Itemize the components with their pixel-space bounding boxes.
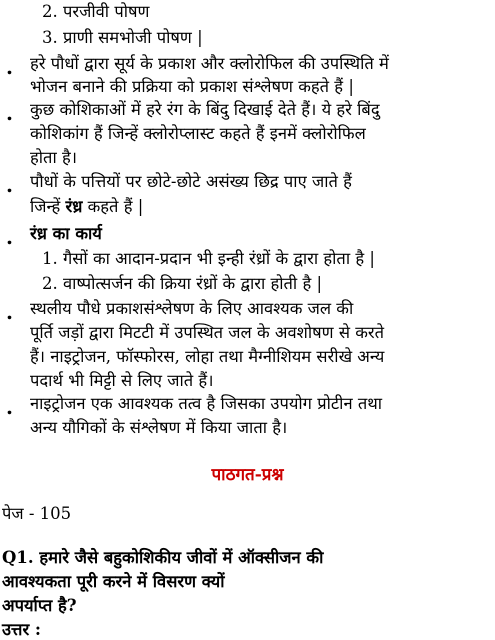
paragraph-line: अन्य यौगिकों के संश्लेषण में किया जाता है। [30, 418, 288, 437]
paragraph-line: कुछ कोशिकाओं में हरे रंग के बिंदु दिखाई देते हैं। ये हरे बिंदु [30, 100, 380, 119]
paragraph-line: कोशिकांग हैं जिन्हें क्लोरोप्लास्ट कहते हैं इनमें क्लोरोफिल [30, 124, 366, 143]
bullet: . [6, 55, 13, 79]
page-reference: पेज - 105 [2, 504, 72, 523]
list-item: 1. गैसों का आदान-प्रदान भी इन्ही रंध्रों के द्वारा होता है | [42, 249, 375, 268]
question-line: अपर्याप्त है? [2, 596, 77, 615]
bullet: . [6, 101, 13, 125]
section-title: पाठगत-प्रश्न [211, 465, 284, 485]
bullet: . [6, 173, 13, 197]
bullet: . [6, 395, 13, 419]
paragraph-line: पूर्ति जड़ों द्वारा मिटटी में उपस्थित जल के अवशोषण से करते [30, 323, 385, 342]
paragraph-line: पदार्थ भी मिट्टी से लिए जाते हैं। [30, 371, 214, 390]
paragraph-line: हरे पौधों द्वारा सूर्य के प्रकाश और क्लोरोफिल की उपस्थिति में [30, 54, 389, 73]
list-item: 3. प्राणी समभोजी पोषण | [42, 28, 203, 47]
question-line: Q1. हमारे जैसे बहुकोशिकीय जीवों में ऑक्सीजन की [2, 548, 324, 567]
paragraph-line: स्थलीय पौधे प्रकाशसंश्लेषण के लिए आवश्यक जल की [30, 299, 354, 318]
section-heading: रंध्र का कार्य [30, 224, 102, 243]
list-item: 2. परजीवी पोषण [42, 2, 150, 21]
paragraph-line: भोजन बनाने की प्रक्रिया को प्रकाश संश्लेषण कहते हैं | [30, 77, 354, 96]
paragraph-line: हैं। नाइट्रोजन, फॉस्फोरस, लोहा तथा मैग्नीशियम सरीखे अन्य [30, 347, 385, 366]
answer-label: उत्तर : [2, 620, 42, 639]
bullet: . [6, 300, 13, 324]
paragraph-line: होता है। [30, 148, 77, 167]
paragraph-line: पौधों के पत्तियों पर छोटे-छोटे असंख्य छिद्र पाए जाते हैं [30, 172, 352, 191]
paragraph-line: जिन्हें रंध्र कहते हैं | [30, 197, 144, 216]
list-item: 2. वाष्पोत्सर्जन की क्रिया रंध्रों के द्वारा होती है | [42, 274, 323, 293]
bullet: . [6, 225, 13, 249]
question-line: आवश्यकता पूरी करने में विसरण क्यों [2, 572, 225, 591]
paragraph-line: नाइट्रोजन एक आवश्यक तत्व है जिसका उपयोग प्रोटीन तथा [30, 394, 383, 413]
